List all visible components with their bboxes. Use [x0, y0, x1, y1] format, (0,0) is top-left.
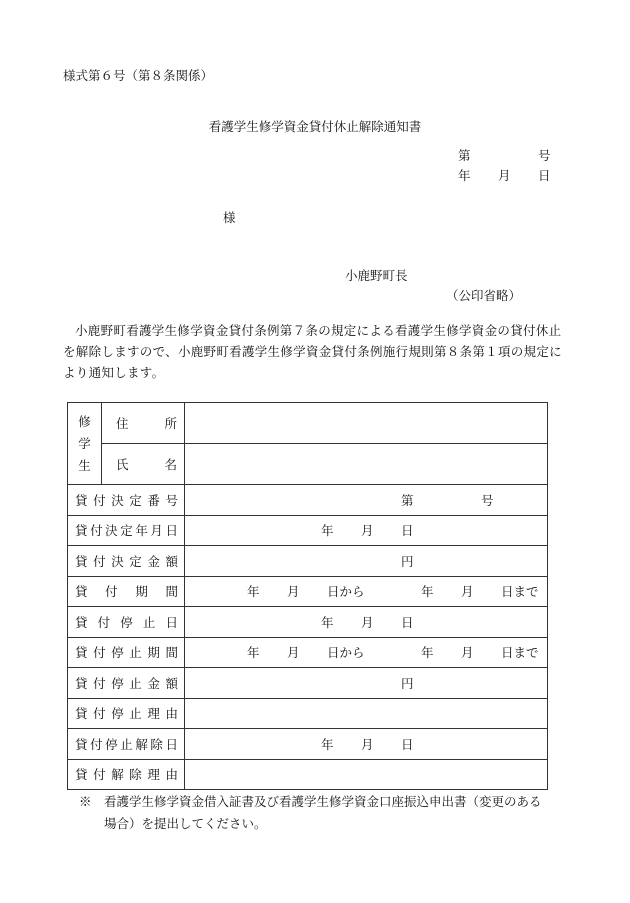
table-row	[68, 759, 548, 790]
note-line-1: ※ 看護学生修学資金借入証書及び看護学生修学資金口座振込申出書（変更のある	[79, 794, 542, 809]
value-unit: 年	[421, 584, 434, 600]
table-row	[68, 668, 548, 699]
row-value[interactable]	[185, 729, 548, 760]
value-unit: 日まで	[501, 584, 539, 600]
row-label: 貸付期間	[68, 576, 185, 607]
date-day: 日	[538, 168, 551, 183]
value-unit: 年	[247, 645, 260, 661]
issuer-name: 小鹿野町長	[345, 268, 408, 283]
name-label: 氏 名	[102, 444, 185, 485]
seal-omitted-note: （公印省略）	[446, 288, 522, 303]
value-unit: 年	[421, 645, 434, 661]
address-field[interactable]	[185, 403, 548, 444]
row-label: 貸付解除理由	[68, 759, 185, 790]
row-value[interactable]	[185, 668, 548, 699]
value-unit: 年	[321, 736, 334, 752]
row-value[interactable]	[185, 576, 548, 607]
table-row	[68, 546, 548, 577]
value-unit: 円	[401, 675, 414, 691]
date-month: 月	[498, 168, 511, 183]
student-label-char: 学	[78, 435, 91, 451]
value-unit: 日から	[327, 645, 365, 661]
row-value[interactable]	[185, 637, 548, 668]
number-prefix: 第	[458, 148, 471, 163]
value-unit: 月	[461, 645, 474, 661]
value-unit: 日	[401, 523, 414, 539]
row-value[interactable]	[185, 759, 548, 790]
row-label: 貸付停止日	[68, 607, 185, 638]
body-paragraph: 小鹿野町看護学生修学資金貸付条例第７条の規定による看護学生修学資金の貸付休止を解除しますので、小鹿野町看護学生修学資金貸付条例施行規則第８条第１項の規定により通知します。	[63, 323, 562, 380]
value-unit: 日から	[327, 584, 365, 600]
row-value[interactable]	[185, 698, 548, 729]
table-row	[68, 607, 548, 638]
document-title: 看護学生修学資金貸付休止解除通知書	[208, 119, 422, 134]
row-value[interactable]	[185, 515, 548, 546]
table-row	[68, 729, 548, 760]
table-row	[68, 515, 548, 546]
address-label: 住 所	[102, 403, 185, 444]
value-unit: 年	[321, 523, 334, 539]
value-unit: 月	[287, 645, 300, 661]
value-unit: 月	[361, 736, 374, 752]
row-value[interactable]	[185, 546, 548, 577]
value-unit: 月	[361, 523, 374, 539]
table-row	[68, 576, 548, 607]
row-value[interactable]	[185, 485, 548, 516]
note-line-2: 場合）を提出してください。	[79, 816, 267, 831]
row-label: 貸付決定番号	[68, 485, 185, 516]
value-unit: 第	[401, 492, 414, 508]
value-unit: 日	[401, 614, 414, 630]
row-label: 貸付停止金額	[68, 668, 185, 699]
table-row	[68, 698, 548, 729]
value-unit: 月	[361, 614, 374, 630]
table-row	[68, 637, 548, 668]
value-unit: 年	[321, 614, 334, 630]
row-value[interactable]	[185, 607, 548, 638]
value-unit: 月	[287, 584, 300, 600]
student-label	[68, 403, 102, 485]
row-label: 貸付決定年月日	[68, 515, 185, 546]
form-number: 様式第６号（第８条関係）	[63, 68, 214, 83]
table-row	[68, 403, 548, 444]
value-unit: 日まで	[501, 645, 539, 661]
row-label: 貸付停止解除日	[68, 729, 185, 760]
name-field[interactable]	[185, 444, 548, 485]
row-label: 貸付停止理由	[68, 698, 185, 729]
value-unit: 年	[247, 584, 260, 600]
value-unit: 号	[481, 492, 494, 508]
date-year: 年	[458, 168, 471, 183]
value-unit: 円	[401, 553, 414, 569]
row-label: 貸付停止期間	[68, 637, 185, 668]
value-unit: 月	[461, 584, 474, 600]
row-label: 貸付決定金額	[68, 546, 185, 577]
number-suffix: 号	[538, 148, 551, 163]
table-row	[68, 444, 548, 485]
student-label-char: 修	[78, 413, 91, 429]
notice-table	[67, 402, 548, 790]
table-row	[68, 485, 548, 516]
value-unit: 日	[401, 736, 414, 752]
addressee: 様	[223, 210, 236, 225]
student-label-char: 生	[78, 457, 91, 473]
